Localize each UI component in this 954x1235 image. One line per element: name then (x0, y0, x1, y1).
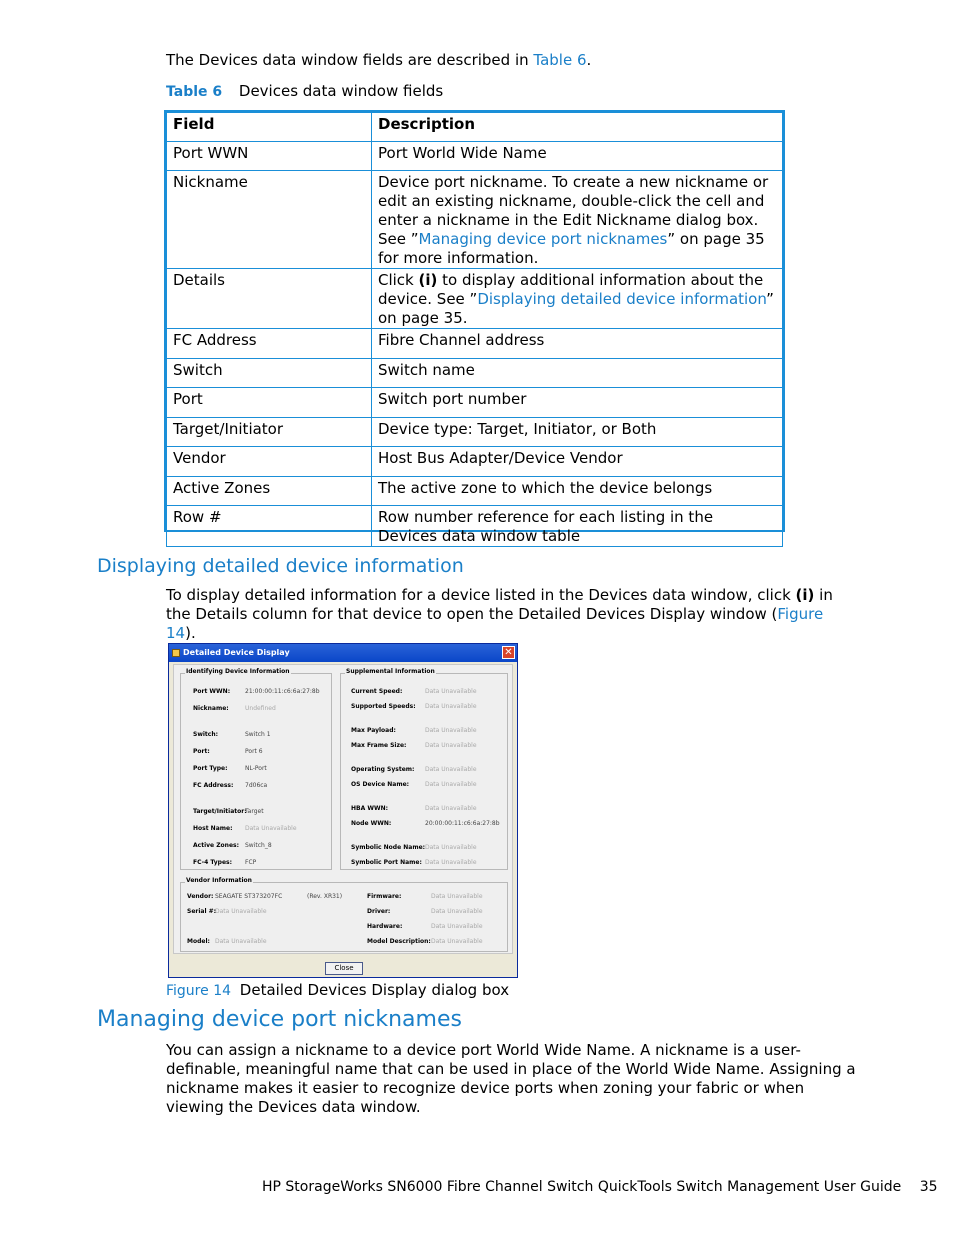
section-heading-displaying: Displaying detailed device information (97, 555, 464, 577)
fc-address-value: 7d06ca (245, 782, 268, 789)
vendor-revision: (Rev. XR31) (307, 893, 343, 900)
switch-value: Switch 1 (245, 731, 271, 738)
firmware-value: Data Unavailable (431, 893, 483, 900)
symbolic-port-name-label: Symbolic Port Name: (351, 859, 422, 866)
table-row (167, 447, 783, 477)
page-number: 35 (919, 1179, 938, 1195)
close-icon[interactable]: ✕ (502, 646, 515, 659)
info-glyph: (i) (795, 586, 815, 604)
hba-wwn-label: HBA WWN: (351, 805, 388, 812)
detailed-device-dialog (168, 643, 518, 978)
supported-speeds-label: Supported Speeds: (351, 703, 416, 710)
symbolic-port-name-value: Data Unavailable (425, 859, 477, 866)
description-cell (372, 171, 783, 269)
fc4-types-value: FCP (245, 859, 257, 866)
vendor-label: Vendor: (187, 893, 214, 900)
section2-paragraph: You can assign a nickname to a device port World Wide Name. A nickname is a user-definable, meaningful name that can be used in place of the World Wide Name. Assigning a nickname makes it easier to recognize device ports when zoning your fabric or when viewing the Devices data window. (166, 1041, 856, 1116)
firmware-label: Firmware: (367, 893, 402, 900)
port-wwn-label: Port WWN: (193, 688, 231, 695)
header-description: Description (372, 113, 783, 142)
model-label: Model: (187, 938, 210, 945)
hardware-label: Hardware: (367, 923, 403, 930)
table-row (167, 506, 783, 547)
symbolic-node-name-label: Symbolic Node Name: (351, 844, 426, 851)
footer (262, 1179, 938, 1195)
nickname-label: Nickname: (193, 705, 229, 712)
dialog-title: Detailed Device Display (183, 648, 290, 657)
port-label: Port: (193, 748, 210, 755)
max-frame-size-value: Data Unavailable (425, 742, 477, 749)
vendor-group (180, 877, 508, 952)
intro-post: . (586, 51, 592, 69)
field-cell: Nickname (167, 171, 372, 269)
para-text: ). (185, 624, 196, 642)
field-cell: Port WWN (167, 142, 372, 171)
figure-caption (166, 981, 509, 1001)
section1-paragraph (166, 586, 856, 643)
supplemental-group-title: Supplemental Information (346, 668, 435, 675)
description-cell: Fibre Channel address (372, 329, 783, 359)
active-zones-value: Switch_8 (245, 842, 272, 849)
table-header-row (167, 113, 783, 142)
table-row (167, 269, 783, 329)
desc-text: ” on page 35 for more information. (378, 230, 765, 267)
desc-text: to display additional information about the device. See ” (378, 271, 764, 308)
operating-system-value: Data Unavailable (425, 766, 477, 773)
desc-text: Device port nickname. To create a new nickname or edit an existing nickname, double-click the cell and enter a nickname in the Edit Nickname dialog box. See ” (378, 173, 769, 248)
model-value: Data Unavailable (215, 938, 267, 945)
description-cell (372, 269, 783, 329)
displaying-details-link[interactable]: Displaying detailed device information (477, 290, 767, 308)
intro-text (166, 51, 591, 70)
switch-label: Switch: (193, 731, 219, 738)
port-wwn-value: 21:00:00:11:c6:6a:27:8b (245, 688, 320, 695)
field-cell: Active Zones (167, 477, 372, 506)
hardware-value: Data Unavailable (431, 923, 483, 930)
driver-label: Driver: (367, 908, 391, 915)
table-row (167, 142, 783, 171)
serial-value: Data Unavailable (215, 908, 267, 915)
description-cell: Port World Wide Name (372, 142, 783, 171)
current-speed-label: Current Speed: (351, 688, 403, 695)
os-device-name-value: Data Unavailable (425, 781, 477, 788)
max-payload-label: Max Payload: (351, 727, 396, 734)
active-zones-label: Active Zones: (193, 842, 239, 849)
field-cell: Vendor (167, 447, 372, 477)
node-wwn-label: Node WWN: (351, 820, 392, 827)
host-name-value: Data Unavailable (245, 825, 297, 832)
fc4-types-label: FC-4 Types: (193, 859, 233, 866)
driver-value: Data Unavailable (431, 908, 483, 915)
operating-system-label: Operating System: (351, 766, 415, 773)
description-cell: Host Bus Adapter/Device Vendor (372, 447, 783, 477)
table-caption-label: Table 6 (166, 84, 223, 100)
identifying-group (180, 668, 332, 870)
field-cell: Details (167, 269, 372, 329)
figure-caption-text: Detailed Devices Display dialog box (239, 981, 510, 999)
model-description-value: Data Unavailable (431, 938, 483, 945)
info-glyph: (i) (418, 271, 438, 289)
serial-label: Serial #: (187, 908, 217, 915)
description-cell: The active zone to which the device belongs (372, 477, 783, 506)
port-type-value: NL-Port (245, 765, 267, 772)
os-device-name-label: OS Device Name: (351, 781, 410, 788)
vendor-group-title: Vendor Information (186, 877, 252, 884)
window-app-icon (172, 649, 180, 657)
description-cell: Row number reference for each listing in the Devices data window table (372, 506, 783, 547)
table-row (167, 388, 783, 418)
max-frame-size-label: Max Frame Size: (351, 742, 407, 749)
identifying-group-title: Identifying Device Information (186, 668, 290, 675)
model-description-label: Model Description: (367, 938, 431, 945)
para-text: To display detailed information for a device listed in the Devices data window, click (166, 586, 796, 604)
table-caption (166, 82, 443, 102)
para-text: in the Details column for that device to open the Detailed Devices Display window ( (166, 586, 833, 623)
fc-address-label: FC Address: (193, 782, 234, 789)
footer-title: HP StorageWorks SN6000 Fibre Channel Switch QuickTools Switch Management User Guide (262, 1179, 902, 1195)
target-initiator-label: Target/Initiator: (193, 808, 247, 815)
dialog-title-bar (169, 644, 517, 662)
vendor-value: SEAGATE ST373207FC (215, 893, 283, 900)
description-cell: Device type: Target, Initiator, or Both (372, 418, 783, 447)
supported-speeds-value: Data Unavailable (425, 703, 477, 710)
field-cell: Port (167, 388, 372, 418)
symbolic-node-name-value: Data Unavailable (425, 844, 477, 851)
field-cell: Row # (167, 506, 372, 547)
table-row (167, 171, 783, 269)
managing-nicknames-link[interactable]: Managing device port nicknames (418, 230, 668, 248)
intro-pre: The Devices data window fields are described in (166, 51, 534, 69)
table-caption-text: Devices data window fields (238, 82, 444, 100)
desc-text: Click (378, 271, 419, 289)
fields-table (164, 110, 785, 545)
hba-wwn-value: Data Unavailable (425, 805, 477, 812)
current-speed-value: Data Unavailable (425, 688, 477, 695)
max-payload-value: Data Unavailable (425, 727, 477, 734)
description-cell: Switch port number (372, 388, 783, 418)
port-type-label: Port Type: (193, 765, 228, 772)
table-row (167, 359, 783, 388)
table6-link[interactable]: Table 6 (533, 51, 587, 69)
figure14-link[interactable]: Figure 14 (166, 605, 824, 642)
host-name-label: Host Name: (193, 825, 233, 832)
table-row (167, 418, 783, 447)
field-cell: Target/Initiator (167, 418, 372, 447)
header-field: Field (167, 113, 372, 142)
table-row (167, 329, 783, 359)
nickname-value: Undefined (245, 705, 276, 712)
dialog-body (173, 664, 513, 954)
node-wwn-value: 20:00:00:11:c6:6a:27:8b (425, 820, 500, 827)
desc-text: ” on page 35. (378, 290, 774, 327)
figure-caption-label: Figure 14 (166, 983, 232, 999)
description-cell: Switch name (372, 359, 783, 388)
section-heading-managing: Managing device port nicknames (97, 1007, 462, 1032)
port-value: Port 6 (245, 748, 263, 755)
table-row (167, 477, 783, 506)
target-initiator-value: Target (245, 808, 264, 815)
field-cell: FC Address (167, 329, 372, 359)
supplemental-group (340, 668, 508, 870)
field-cell: Switch (167, 359, 372, 388)
close-button[interactable]: Close (325, 962, 363, 975)
